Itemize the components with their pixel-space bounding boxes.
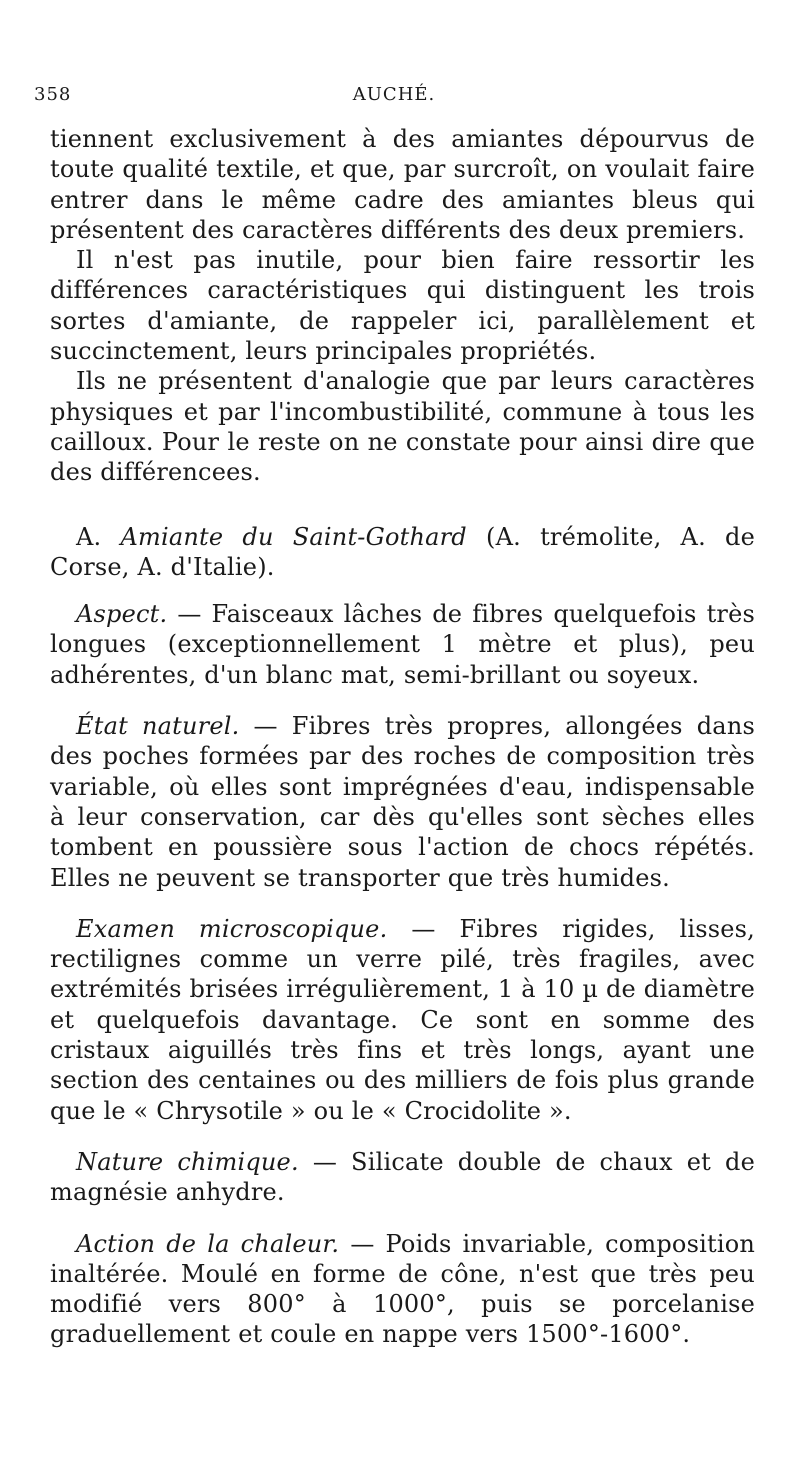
- entry-nature-chimique: [50, 1147, 755, 1208]
- entry-label-etat-naturel: État naturel.: [76, 712, 240, 741]
- entry-label-nature: Nature chimique.: [76, 1147, 299, 1176]
- entry-examen-microscopique: [50, 914, 755, 1126]
- entry-text-nature: — Silicate double de chaux et de magnésie anhydre.: [50, 1147, 755, 1207]
- entry-action-chaleur: [50, 1229, 755, 1350]
- paragraph-analogies: Ils ne présentent d'analogie que par leurs caractères physiques et par l'incombustibilité, commune à tous les cailloux. Pour le reste on ne constate pour ainsi dire que des différencees.: [50, 367, 755, 487]
- entry-label-examen: Examen microscopique.: [76, 914, 388, 943]
- entry-text-etat-naturel: — Fibres très propres, allongées dans des poches formées par des roches de composition très variable, où elles sont imprégnées d'eau, indispensable à leur conservation, car dès qu'elles sont sèches elles tombent en poussière sous l'action de chocs répétés. Elles ne peuvent se transporter que très humides.: [50, 712, 755, 892]
- section-title: Amiante du Saint-Gothard: [120, 522, 467, 551]
- entry-aspect: [50, 599, 755, 690]
- page-number: 358: [34, 84, 72, 105]
- entry-etat-naturel: [50, 711, 755, 893]
- entry-label-action: Action de la chaleur.: [76, 1229, 340, 1258]
- paragraph-continuation: tiennent exclusivement à des amiantes dépourvus de toute qualité textile, et que, par surcroît, on voulait faire entrer dans le même cadre des amiantes bleus qui présentent des caractères différents des deux premiers.: [50, 125, 755, 244]
- body-text: [50, 124, 755, 1350]
- entry-label-aspect: Aspect.: [76, 600, 168, 629]
- paragraph-differences: Il n'est pas inutile, pour bien faire ressortir les différences caractéristiques qui distinguent les trois sortes d'amiante, de rappeler ici, parallèlement et succinctement, leurs principales propriétés.: [50, 246, 755, 366]
- running-title: AUCHÉ.: [352, 84, 436, 105]
- entry-text-aspect: — Faisceaux lâches de fibres quelquefois très longues (exceptionnellement 1 mètre et plus), peu adhérentes, d'un blanc mat, semi-brillant ou soyeux.: [50, 600, 755, 689]
- entry-text-examen: — Fibres rigides, lisses, rectilignes comme un verre pilé, très fragiles, avec extrémités brisées irrégulièrement, 1 à 10 µ de diamètre et quelquefois davantage. Ce sont en somme des cristaux aiguillés très fins et très longs, ayant une section des centaines ou des milliers de fois plus grande que le « Chrysotile » ou le « Crocidolite ».: [50, 914, 755, 1125]
- section-subtitle: (A. trémolite, A. de Corse, A. d'Italie).: [50, 522, 755, 581]
- section-letter: A.: [76, 522, 102, 551]
- section-heading-a: [50, 522, 755, 583]
- entry-text-action: — Poids invariable, composition inaltérée. Moulé en forme de cône, n'est que très peu modifié vers 800° à 1000°, puis se porcelanise graduellement et coule en nappe vers 1500°-1600°.: [50, 1229, 755, 1349]
